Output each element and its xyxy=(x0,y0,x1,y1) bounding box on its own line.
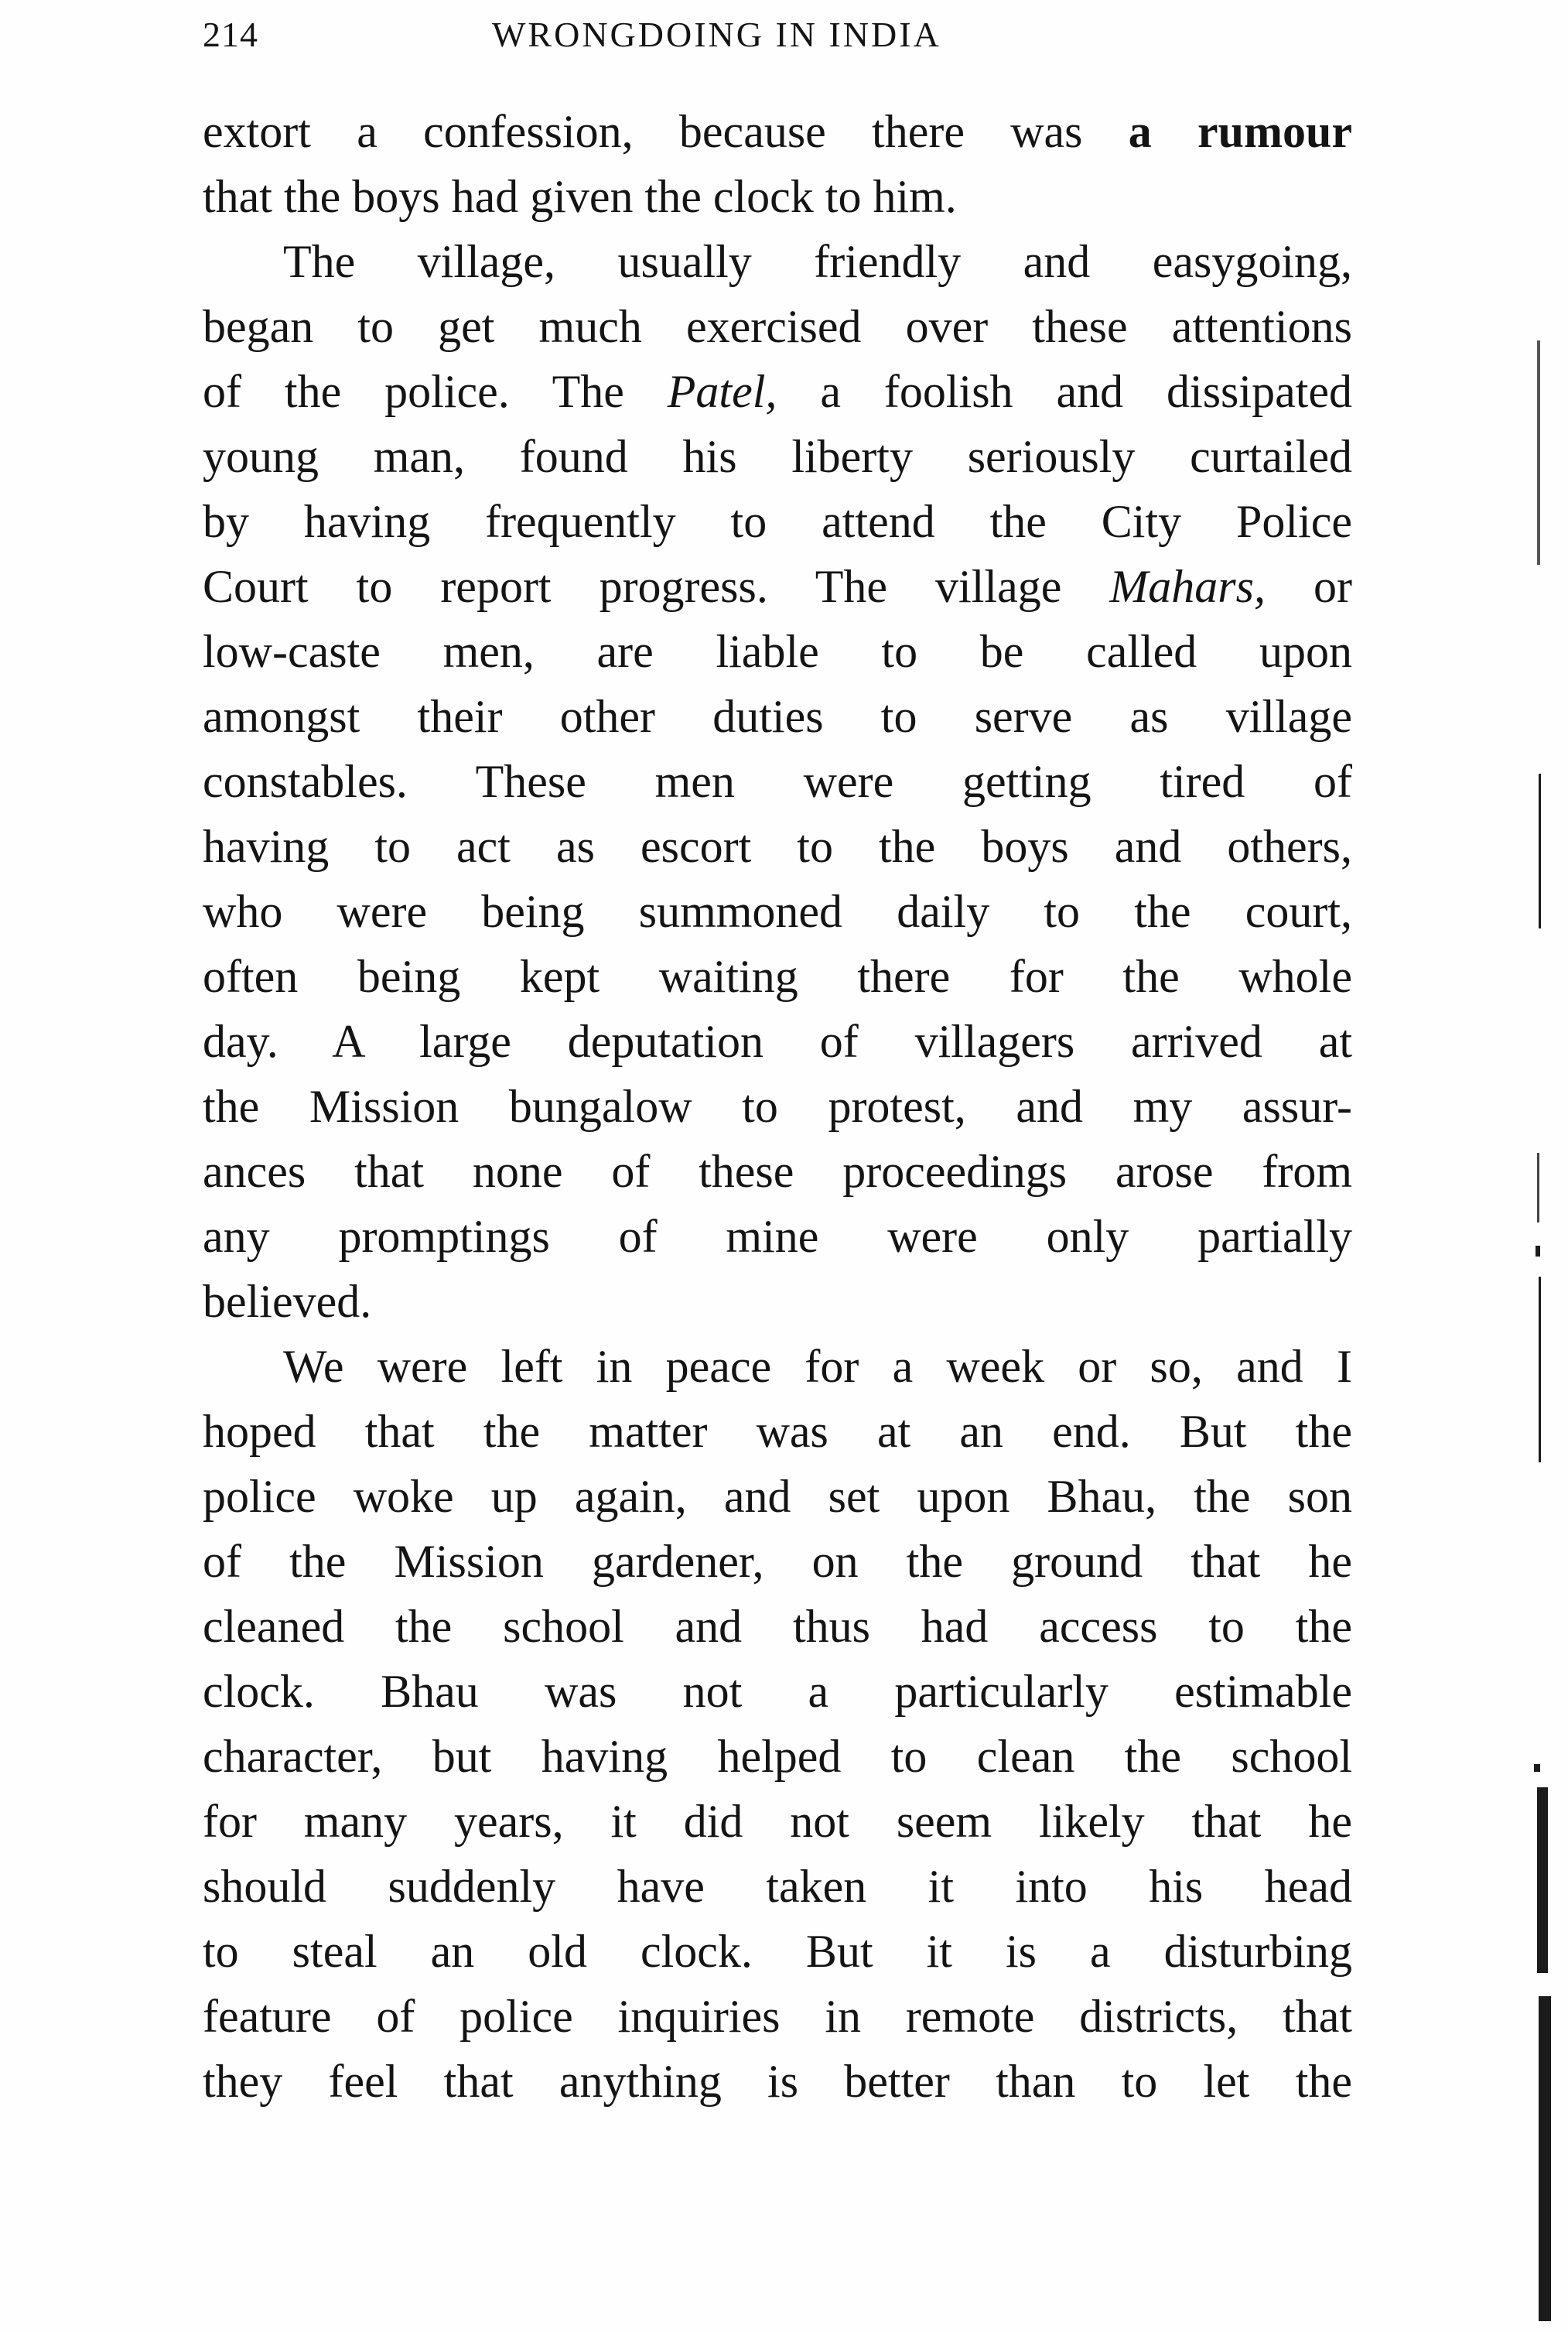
text-line: Court to report progress. The village Mahars, or xyxy=(203,561,1352,612)
text-line: We were left in peace for a week or so, and I xyxy=(283,1341,1352,1392)
text-line: should suddenly have taken it into his head xyxy=(203,1861,1352,1912)
emphasis-italic: Patel, xyxy=(667,366,777,417)
text-line: feature of police inquiries in remote districts, that xyxy=(203,1991,1352,2042)
gutter-mark xyxy=(1537,1153,1539,1222)
gutter-mark xyxy=(1536,1246,1540,1257)
text-line: character, but having helped to clean the school xyxy=(203,1731,1352,1782)
text-line: of the police. The Patel, a foolish and dissipated xyxy=(203,366,1352,417)
text-line: who were being summoned daily to the court, xyxy=(203,886,1352,937)
emphasis-bold: a rumour xyxy=(1128,106,1352,157)
text-line: low-caste men, are liable to be called upon xyxy=(203,626,1352,677)
page-gutter-shadow xyxy=(1522,0,1568,2332)
page-header xyxy=(203,14,1352,68)
emphasis-italic: Mahars, xyxy=(1109,561,1266,612)
text-line: any promptings of mine were only partially xyxy=(203,1211,1352,1262)
page-number: 214 xyxy=(203,15,258,54)
text-line: amongst their other duties to serve as village xyxy=(203,691,1352,742)
text-line: that the boys had given the clock to him. xyxy=(203,171,957,222)
text-line: for many years, it did not seem likely that he xyxy=(203,1796,1352,1847)
text-line: young man, found his liberty seriously curtailed xyxy=(203,431,1352,482)
gutter-mark xyxy=(1539,774,1541,928)
gutter-mark xyxy=(1539,1277,1541,1462)
body-text xyxy=(203,99,1352,2114)
running-head: WRONGDOING IN INDIA xyxy=(492,15,941,54)
gutter-mark xyxy=(1537,340,1540,565)
gutter-mark xyxy=(1534,1764,1540,1772)
text-line: the Mission bungalow to protest, and my assur- xyxy=(203,1081,1352,1132)
text-line: they feel that anything is better than to let the xyxy=(203,2056,1352,2107)
text-line: The village, usually friendly and easygoing, xyxy=(283,236,1352,287)
text-line: often being kept waiting there for the whole xyxy=(203,951,1352,1002)
text-line: extort a confession, because there was a rumour xyxy=(203,106,1352,157)
text-line: began to get much exercised over these attentions xyxy=(203,301,1352,352)
text-line: police woke up again, and set upon Bhau, the son xyxy=(203,1471,1352,1522)
text-line: day. A large deputation of villagers arrived at xyxy=(203,1016,1352,1067)
text-line: ances that none of these proceedings arose from xyxy=(203,1146,1352,1197)
gutter-mark xyxy=(1537,1787,1548,1973)
text-line: hoped that the matter was at an end. But the xyxy=(203,1406,1352,1457)
text-line: by having frequently to attend the City Police xyxy=(203,496,1352,547)
text-line: having to act as escort to the boys and others, xyxy=(203,821,1352,872)
text-line: of the Mission gardener, on the ground that he xyxy=(203,1536,1352,1587)
gutter-mark xyxy=(1539,1996,1551,2321)
text-line: clock. Bhau was not a particularly estimable xyxy=(203,1666,1352,1717)
text-line: cleaned the school and thus had access to the xyxy=(203,1601,1352,1652)
text-line: believed. xyxy=(203,1276,372,1327)
text-line: to steal an old clock. But it is a disturbing xyxy=(203,1926,1352,1977)
text-line: constables. These men were getting tired of xyxy=(203,756,1352,807)
